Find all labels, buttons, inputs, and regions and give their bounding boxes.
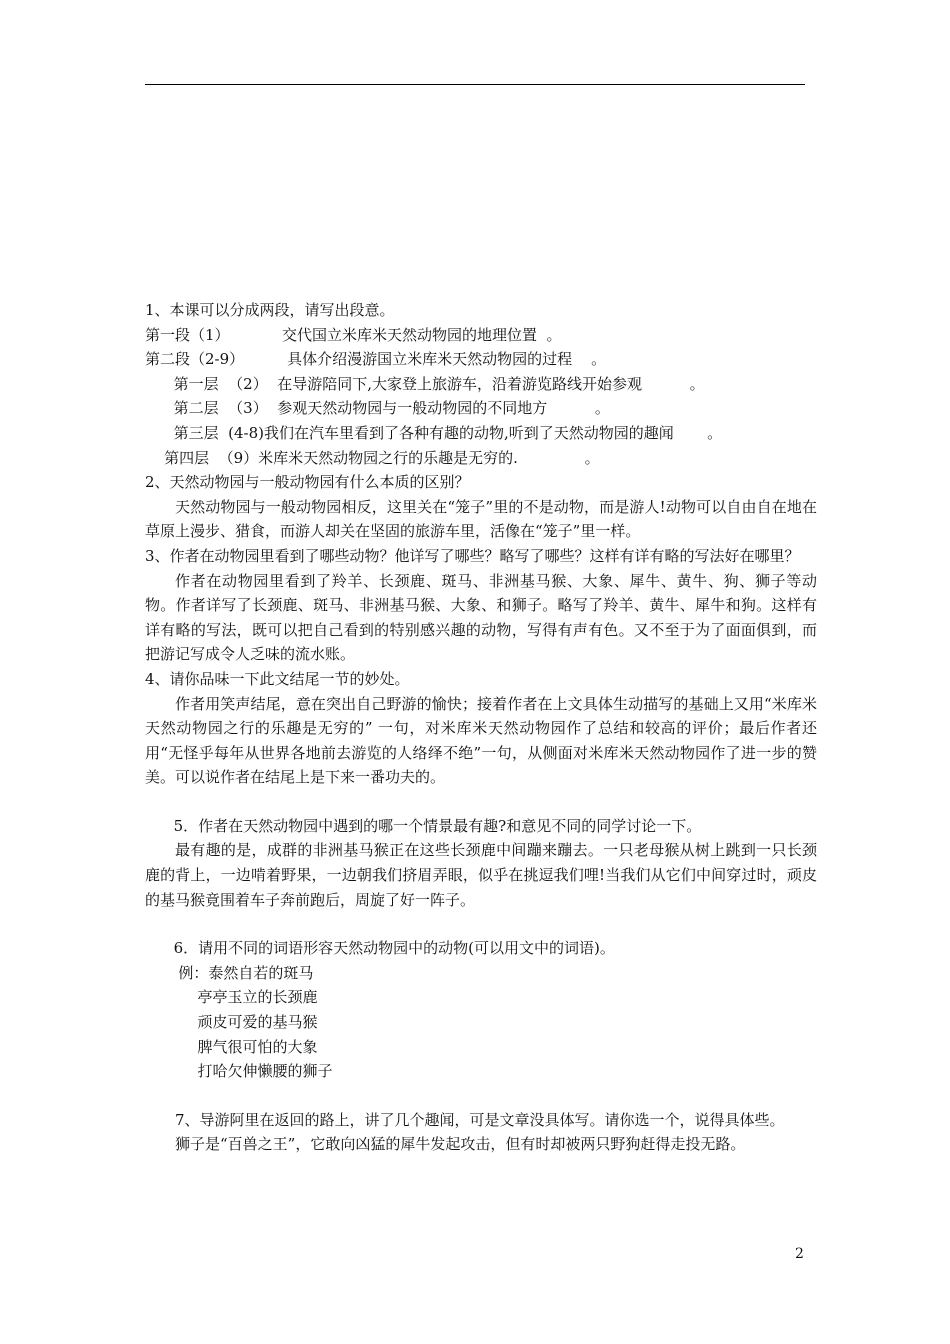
q1-segment-1: 第一段（1） 交代国立米库米天然动物园的地理位置 。	[145, 325, 562, 344]
q1-title: 1、本课可以分成两段，请写出段意。	[145, 301, 395, 319]
q6-title: 6．请用不同的词语形容天然动物园中的动物(可以用文中的词语)。	[145, 939, 615, 958]
q6-item: 脾气很可怕的大象	[145, 1037, 318, 1056]
q6-example: 例：泰然自若的斑马	[145, 963, 314, 982]
q2-title: 2、天然动物园与一般动物园有什么本质的区别？	[145, 473, 470, 492]
spacer	[145, 790, 817, 814]
spacer	[145, 912, 817, 936]
q5-answer: 最有趣的是，成群的非洲基马猴正在这些长颈鹿中间蹦来蹦去。一只老母猴从树上跳到一只长颈鹿的背上，一边啃着野果，一边朝我们挤眉弄眼，似乎在挑逗我们哩!当我们从它们中间穿过时，顽皮的基马猴竟围着车子奔前跑后，周旋了好一阵子。	[145, 841, 817, 909]
q1-layer-2: 第二层 （3） 参观天然动物园与一般动物园的不同地方 。	[145, 399, 610, 418]
q3-title: 3、作者在动物园里看到了哪些动物？他详写了哪些？略写了哪些？这样有详有略的写法好在哪里？	[145, 546, 800, 565]
spacer	[145, 1084, 817, 1108]
q6-item: 顽皮可爱的基马猴	[145, 1013, 318, 1032]
q4-answer: 作者用笑声结尾，意在突出自己野游的愉快；接着作者在上文具体生动描写的基础上又用“米库米天然动物园之行的乐趣是无穷的” 一句，对米库米天然动物园作了总结和较高的评价；最后作者还用“无怪乎每年从世界各地前去游览的人络绎不绝”一句，从侧面对米库米天然动物园作了进一步的赞美。可以说作者在结尾上是下来一番功夫的。	[145, 694, 817, 787]
q6-item: 打哈欠伸懒腰的狮子	[145, 1062, 333, 1081]
q1-segment-2: 第二段（2-9） 具体介绍漫游国立米库米天然动物园的过程 。	[145, 350, 607, 369]
q7-title: 7、导游阿里在返回的路上，讲了几个趣闻，可是文章没具体写。请你选一个，说得具体些。	[175, 1110, 785, 1129]
q1-layer-4: 第四层 （9）米库米天然动物园之行的乐趣是无穷的. 。	[145, 448, 600, 467]
q2-answer: 天然动物园与一般动物园相反，这里关在“笼子”里的不是动物，而是游人!动物可以自由自在地在草原上漫步、猎食，而游人却关在坚固的旅游车里，活像在“笼子”里一样。	[145, 497, 817, 541]
document-body	[145, 298, 817, 1157]
q1-layer-3: 第三层 (4-8)我们在汽车里看到了各种有趣的动物,听到了天然动物园的趣闻 。	[145, 423, 723, 442]
q3-answer: 作者在动物园里看到了羚羊、长颈鹿、斑马、非洲基马猴、大象、犀牛、黄牛、狗、狮子等动物。作者详写了长颈鹿、斑马、非洲基马猴、大象、和狮子。略写了羚羊、黄牛、犀牛和狗。这样有详有略的写法，既可以把自己看到的特别感兴趣的动物，写得有声有色。又不至于为了面面俱到，而把游记写成令人乏味的流水账。	[145, 571, 817, 664]
q7-answer: 狮子是“百兽之王”，它敢向凶猛的犀牛发起攻击，但有时却被两只野狗赶得走投无路。	[175, 1135, 746, 1154]
q5-title: 5．作者在天然动物园中遇到的哪一个情景最有趣?和意见不同的同学讨论一下。	[145, 816, 702, 835]
page-number: 2	[795, 1246, 804, 1262]
q1-layer-1: 第一层 （2） 在导游陪同下,大家登上旅游车，沿着游览路线开始参观 。	[145, 374, 705, 393]
q6-item: 亭亭玉立的长颈鹿	[145, 988, 318, 1007]
q4-title: 4、请你品味一下此文结尾一节的妙处。	[145, 669, 410, 688]
header-rule	[145, 84, 805, 85]
